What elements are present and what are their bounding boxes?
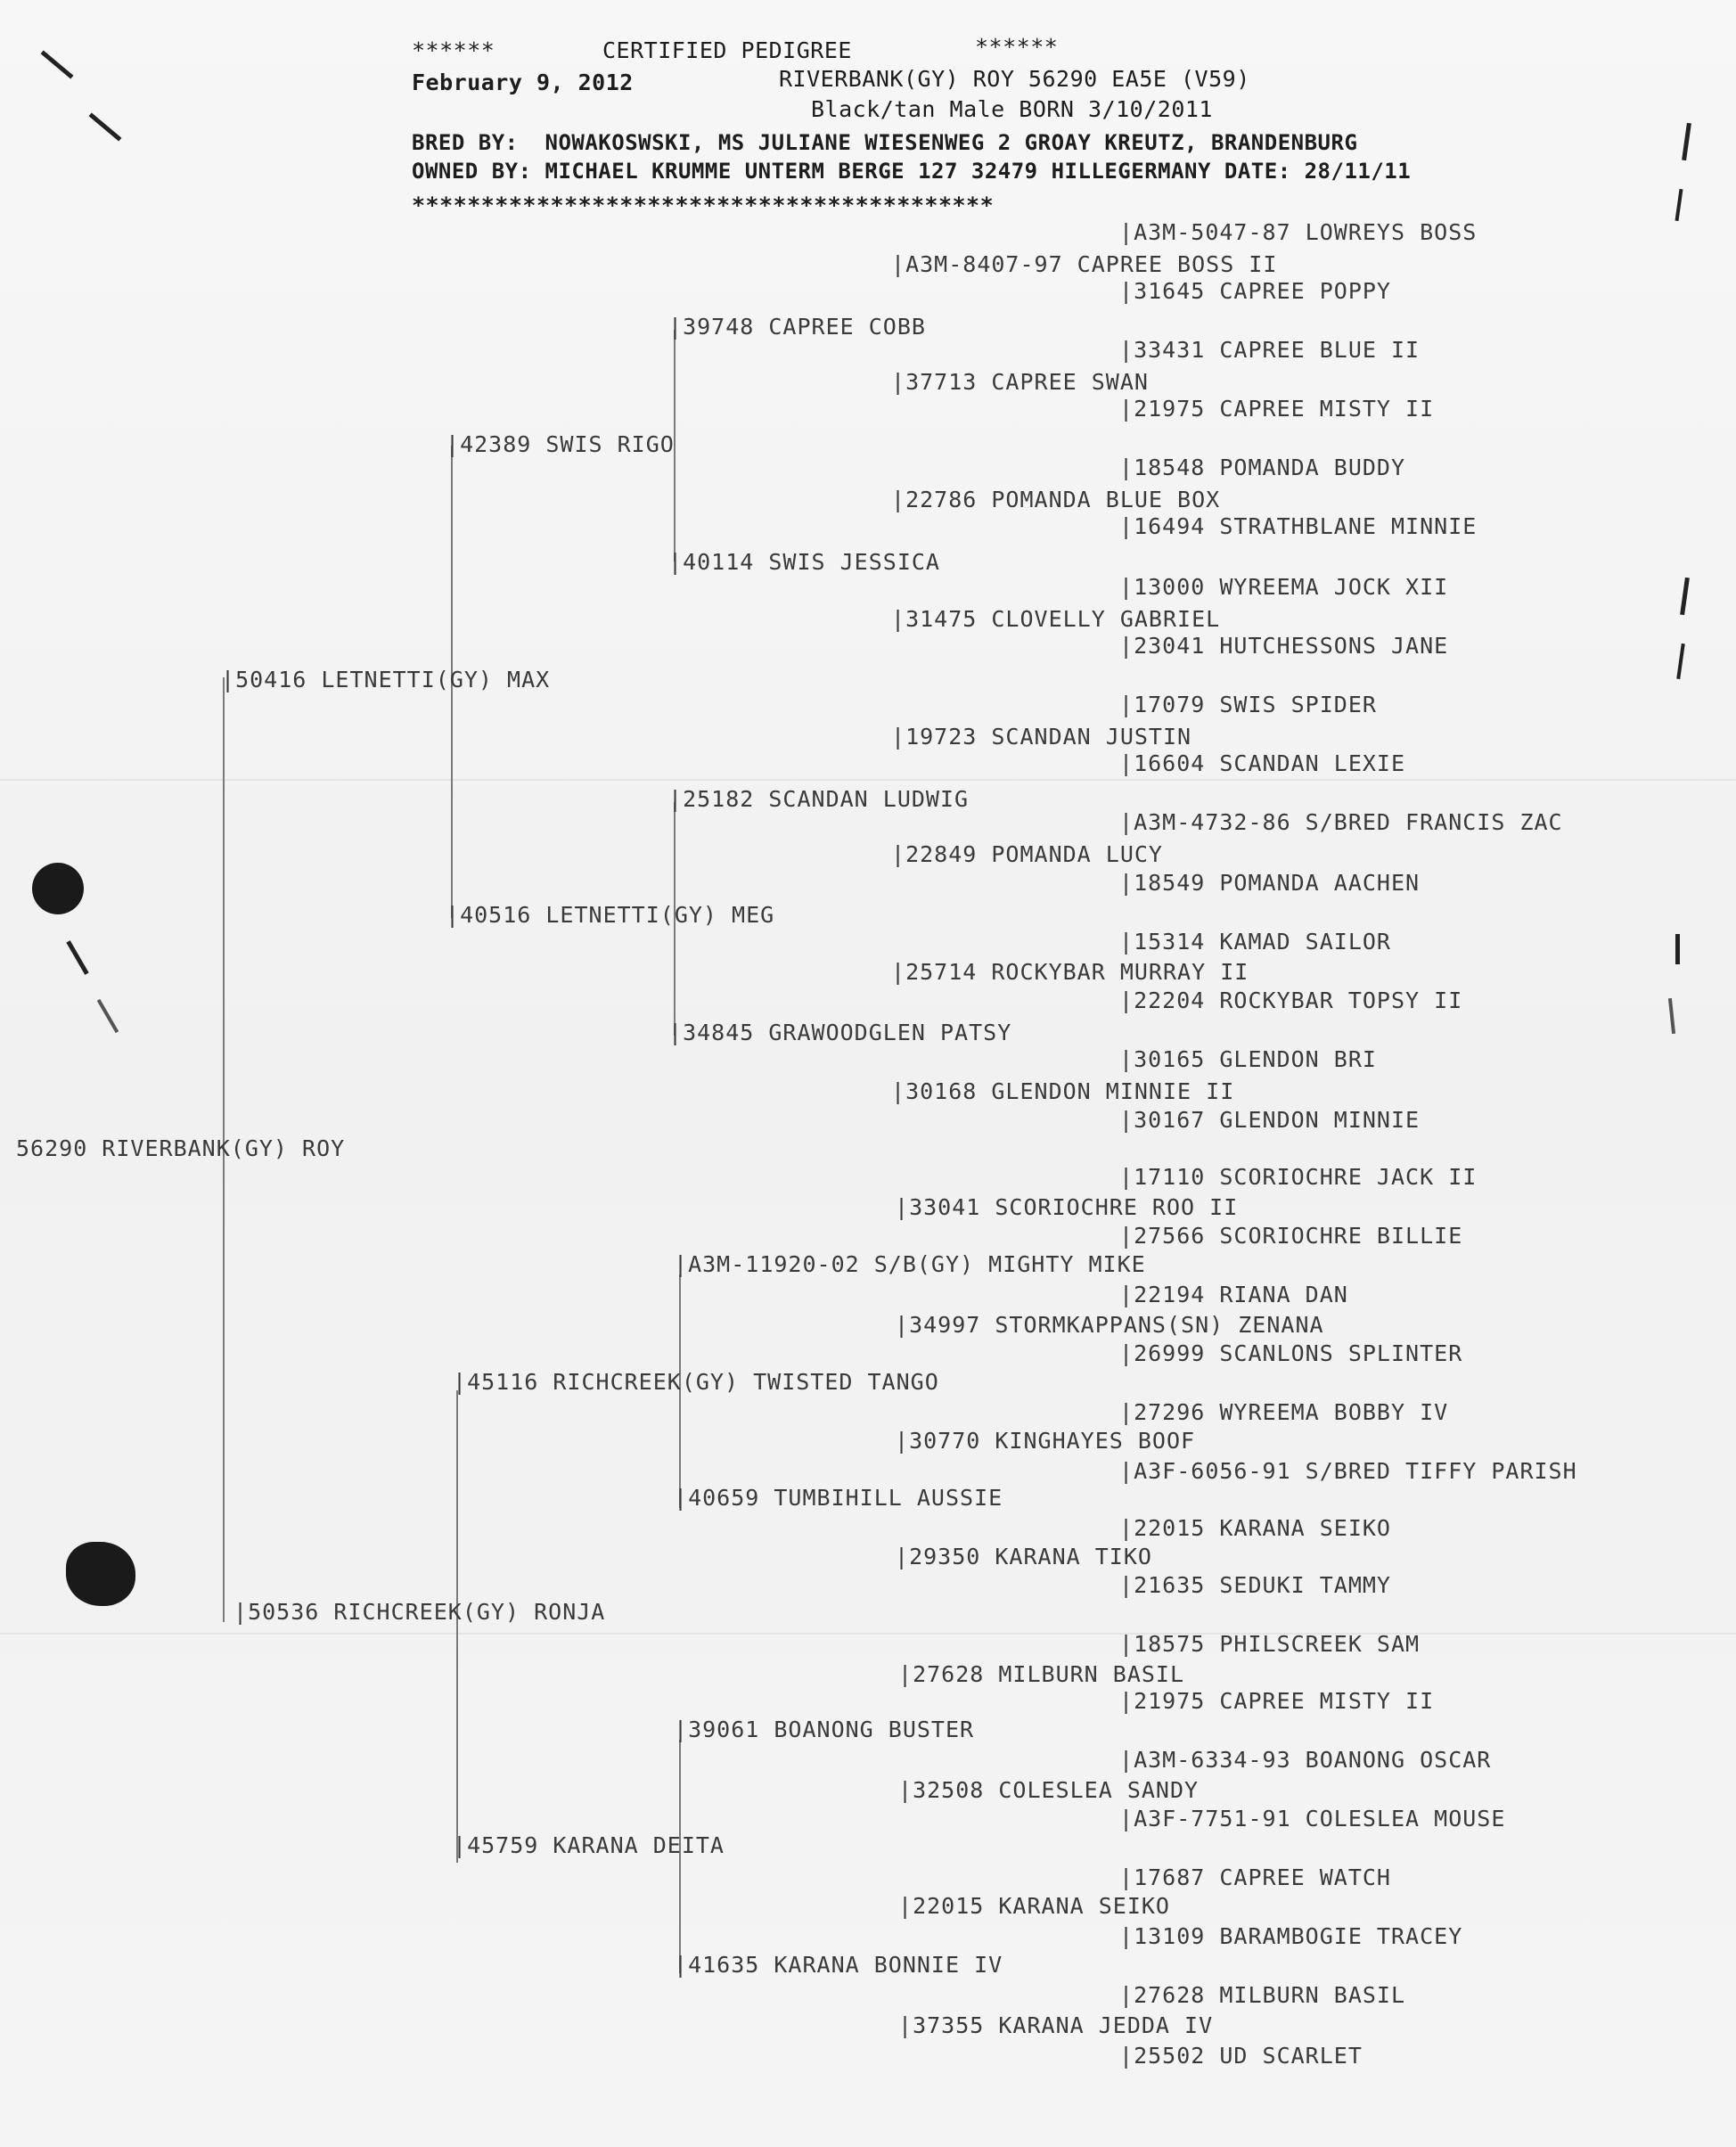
staple-mark bbox=[41, 50, 74, 78]
gen5-ancestor: | 13109 BARAMBOGIE TRACEY bbox=[1119, 1923, 1462, 1950]
gen4-ancestor: | A3M-8407-97 CAPREE BOSS II bbox=[891, 251, 1277, 278]
gen5-ancestor: | 25502 UD SCARLET bbox=[1119, 2043, 1363, 2069]
header-stars-right: ****** bbox=[975, 34, 1059, 60]
staple-mark bbox=[1675, 189, 1683, 221]
great-grandparent: | 40114 SWIS JESSICA bbox=[668, 549, 940, 576]
gen4-ancestor: | 31475 CLOVELLY GABRIEL bbox=[891, 606, 1220, 633]
grandparent: | 45116 RICHCREEK(GY) TWISTED TANGO bbox=[453, 1369, 939, 1396]
gen5-ancestor: | 23041 HUTCHESSONS JANE bbox=[1119, 633, 1448, 660]
fold-line bbox=[0, 1633, 1736, 1635]
gen4-ancestor: | 22786 POMANDA BLUE BOX bbox=[891, 487, 1220, 513]
staple-mark bbox=[97, 999, 119, 1033]
gen5-ancestor: | 30167 GLENDON MINNIE bbox=[1119, 1107, 1420, 1134]
gen5-ancestor: | 21975 CAPREE MISTY II bbox=[1119, 396, 1434, 422]
gen5-ancestor: | 31645 CAPREE POPPY bbox=[1119, 278, 1391, 305]
header-date: February 9, 2012 bbox=[412, 70, 634, 95]
grandparent: | 42389 SWIS RIGO bbox=[446, 431, 675, 458]
gen5-ancestor: | 18548 POMANDA BUDDY bbox=[1119, 455, 1405, 481]
great-grandparent: | 25182 SCANDAN LUDWIG bbox=[668, 786, 969, 813]
gen4-ancestor: | 34997 STORMKAPPANS(SN) ZENANA bbox=[895, 1312, 1324, 1339]
header-separator: ****************************************** bbox=[412, 193, 995, 218]
dam: | 50536 RICHCREEK(GY) RONJA bbox=[233, 1599, 605, 1626]
grandparent: | 45759 KARANA DEITA bbox=[453, 1832, 725, 1859]
staple-mark bbox=[1675, 934, 1680, 964]
gen4-ancestor: | 37713 CAPREE SWAN bbox=[891, 369, 1149, 396]
gen4-ancestor: | 19723 SCANDAN JUSTIN bbox=[891, 724, 1191, 750]
gen4-ancestor: | 22849 POMANDA LUCY bbox=[891, 841, 1163, 868]
gen5-ancestor: | A3M-6334-93 BOANONG OSCAR bbox=[1119, 1747, 1491, 1774]
staple-mark bbox=[1676, 643, 1685, 679]
punch-hole bbox=[32, 863, 84, 914]
gen5-ancestor: | 26999 SCANLONS SPLINTER bbox=[1119, 1340, 1462, 1367]
gen5-ancestor: | 17110 SCORIOCHRE JACK II bbox=[1119, 1164, 1477, 1191]
gen4-ancestor: | 27628 MILBURN BASIL bbox=[898, 1661, 1184, 1688]
punch-hole bbox=[66, 1542, 135, 1606]
gen4-ancestor: | 22015 KARANA SEIKO bbox=[898, 1893, 1170, 1920]
gen5-ancestor: | 17687 CAPREE WATCH bbox=[1119, 1864, 1391, 1891]
gen5-ancestor: | 15314 KAMAD SAILOR bbox=[1119, 929, 1391, 955]
gen5-ancestor: | 22204 ROCKYBAR TOPSY II bbox=[1119, 987, 1462, 1014]
gen5-ancestor: | 22015 KARANA SEIKO bbox=[1119, 1515, 1391, 1542]
header-bred-by: BRED BY: NOWAKOSWSKI, MS JULIANE WIESENWEG 2 GROAY KREUTZ, BRANDENBURG bbox=[412, 130, 1358, 155]
header-dog-line: RIVERBANK(GY) ROY 56290 EA5E (V59) bbox=[779, 66, 1250, 92]
gen5-ancestor: | 18575 PHILSCREEK SAM bbox=[1119, 1631, 1420, 1658]
sire: | 50416 LETNETTI(GY) MAX bbox=[221, 667, 550, 693]
gen4-ancestor: | 29350 KARANA TIKO bbox=[895, 1544, 1152, 1570]
gen5-ancestor: | 21975 CAPREE MISTY II bbox=[1119, 1688, 1434, 1715]
gen4-ancestor: | 30168 GLENDON MINNIE II bbox=[891, 1078, 1234, 1105]
gen5-ancestor: | 27296 WYREEMA BOBBY IV bbox=[1119, 1399, 1448, 1426]
staple-mark bbox=[66, 940, 88, 975]
gen5-ancestor: | 27628 MILBURN BASIL bbox=[1119, 1982, 1405, 2009]
gen5-ancestor: | 27566 SCORIOCHRE BILLIE bbox=[1119, 1223, 1462, 1250]
fold-line bbox=[0, 779, 1736, 781]
gen5-ancestor: | 17079 SWIS SPIDER bbox=[1119, 692, 1377, 718]
header-stars-left: ****** bbox=[412, 37, 495, 63]
great-grandparent: | 34845 GRAWOODGLEN PATSY bbox=[668, 1020, 1011, 1046]
staple-mark bbox=[1668, 998, 1675, 1034]
staple-mark bbox=[1682, 123, 1691, 160]
gen5-ancestor: | A3F-6056-91 S/BRED TIFFY PARISH bbox=[1119, 1458, 1577, 1485]
gen5-ancestor: | 16604 SCANDAN LEXIE bbox=[1119, 750, 1405, 777]
great-grandparent: | 41635 KARANA BONNIE IV bbox=[674, 1952, 1003, 1979]
great-grandparent: | A3M-11920-02 S/B(GY) MIGHTY MIKE bbox=[674, 1251, 1146, 1278]
header-title: CERTIFIED PEDIGREE bbox=[602, 37, 852, 63]
gen5-ancestor: | A3M-4732-86 S/BRED FRANCIS ZAC bbox=[1119, 809, 1563, 836]
gen5-ancestor: | 33431 CAPREE BLUE II bbox=[1119, 337, 1420, 364]
gen4-ancestor: | 32508 COLESLEA SANDY bbox=[898, 1777, 1199, 1804]
staple-mark bbox=[1680, 578, 1690, 615]
tree-line bbox=[456, 1390, 458, 1863]
gen5-ancestor: | A3F-7751-91 COLESLEA MOUSE bbox=[1119, 1806, 1505, 1832]
gen5-ancestor: | 18549 POMANDA AACHEN bbox=[1119, 870, 1420, 897]
gen4-ancestor: | 25714 ROCKYBAR MURRAY II bbox=[891, 959, 1249, 986]
header-owned-by: OWNED BY: MICHAEL KRUMME UNTERM BERGE 127 32479 HILLEGERMANY DATE: 28/11/11 bbox=[412, 159, 1412, 184]
gen5-ancestor: | 21635 SEDUKI TAMMY bbox=[1119, 1572, 1391, 1599]
header-desc-line: Black/tan Male BORN 3/10/2011 bbox=[811, 96, 1213, 122]
grandparent: | 40516 LETNETTI(GY) MEG bbox=[446, 902, 774, 929]
gen4-ancestor: | 37355 KARANA JEDDA IV bbox=[898, 2012, 1213, 2039]
gen5-ancestor: | 30165 GLENDON BRI bbox=[1119, 1046, 1377, 1073]
staple-mark bbox=[89, 112, 122, 141]
gen4-ancestor: | 30770 KINGHAYES BOOF bbox=[895, 1428, 1195, 1455]
gen5-ancestor: | 22194 RIANA DAN bbox=[1119, 1282, 1348, 1308]
gen5-ancestor: | A3M-5047-87 LOWREYS BOSS bbox=[1119, 219, 1477, 246]
gen5-ancestor: | 13000 WYREEMA JOCK XII bbox=[1119, 574, 1448, 601]
great-grandparent: | 40659 TUMBIHILL AUSSIE bbox=[674, 1485, 1003, 1512]
gen5-ancestor: | 16494 STRATHBLANE MINNIE bbox=[1119, 513, 1477, 540]
pedigree-subject: 56290 RIVERBANK(GY) ROY bbox=[16, 1135, 346, 1161]
great-grandparent: | 39748 CAPREE COBB bbox=[668, 314, 926, 340]
gen4-ancestor: | 33041 SCORIOCHRE ROO II bbox=[895, 1194, 1238, 1221]
great-grandparent: | 39061 BOANONG BUSTER bbox=[674, 1717, 974, 1743]
